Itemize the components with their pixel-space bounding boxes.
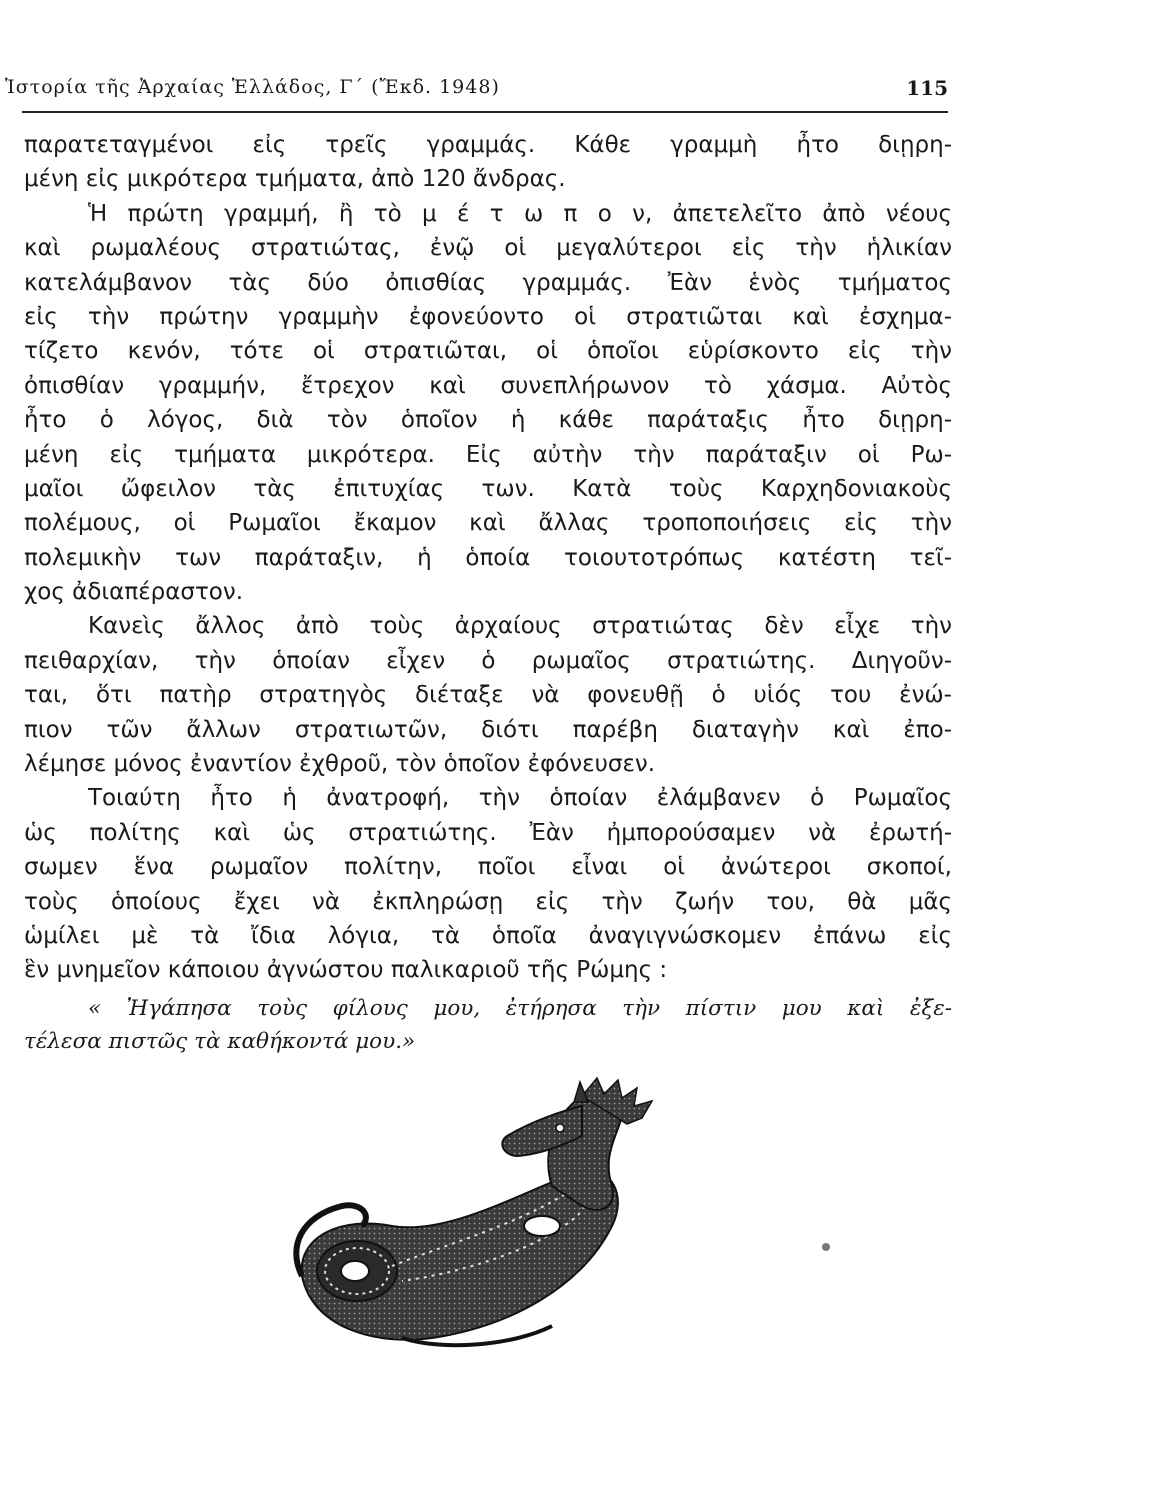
page-header <box>0 74 948 110</box>
body-line: καὶ ρωμαλέους στρατιώτας, ἐνῷ οἱ μεγαλύτεροι εἰς τὴν ἡλικίαν <box>24 235 952 262</box>
body-line: λέμησε μόνος ἐναντίον ἐχθροῦ, τὸν ὁποῖον ἐφόνευσεν. <box>24 751 656 778</box>
body-line: Ἡ πρώτη γραμμή, ἢ τὸ μ έ τ ω π ο ν, ἀπετελεῖτο ἀπὸ νέους <box>88 200 952 227</box>
epitaph-quote <box>24 992 952 1058</box>
body-line: ἦτο ὁ λόγος, διὰ τὸν ὁποῖον ἡ κάθε παράταξις ἦτο διῃρη- <box>24 407 952 434</box>
body-line: χος ἀδιαπέραστον. <box>24 579 244 606</box>
body-line: μένη εἰς τμήματα μικρότερα. Εἰς αὐτὴν τὴν παράταξιν οἱ Ρω- <box>24 441 952 468</box>
body-line: ὡμίλει μὲ τὰ ἴδια λόγια, τὰ ὁποῖα ἀναγιγνώσκομεν ἐπάνω εἰς <box>24 922 952 949</box>
body-line: ται, ὅτι πατὴρ στρατηγὸς διέταξε νὰ φονευθῇ ὁ υἱός του ἐνώ- <box>24 682 952 709</box>
body-line: εἰς τὴν πρώτην γραμμὴν ἐφονεύοντο οἱ στρατιῶται καὶ ἐσχημα- <box>24 303 952 330</box>
body-line: μαῖοι ὤφειλον τὰς ἐπιτυχίας των. Κατὰ τοὺς Καρχηδονιακοὺς <box>24 475 952 502</box>
handle-hole <box>524 1216 560 1236</box>
body-line: τίζετο κενόν, τότε οἱ στρατιῶται, οἱ ὁποῖοι εὑρίσκοντο εἰς τὴν <box>24 338 952 365</box>
body-line: πολεμικὴν των παράταξιν, ἡ ὁποία τοιουτοτρόπως κατέστη τεῖ- <box>24 544 952 571</box>
horse-head-oil-lamp-icon <box>282 1076 722 1368</box>
body-line: πειθαρχίαν, τὴν ὁποίαν εἶχεν ὁ ρωμαῖος στρατιώτης. Διηγοῦν- <box>24 647 952 674</box>
running-title: Ἱστορία τῆς Ἀρχαίας Ἑλλάδος, Γ΄ (Ἔκδ. 1948) <box>5 76 500 98</box>
header-rule <box>22 111 948 113</box>
wick-hole <box>341 1261 369 1281</box>
horse-eye <box>556 1124 564 1132</box>
body-line: σωμεν ἕνα ρωμαῖον πολίτην, ποῖοι εἶναι οἱ ἀνώτεροι σκοποί, <box>24 854 952 881</box>
body-line: Κανεὶς ἄλλος ἀπὸ τοὺς ἀρχαίους στρατιώτας δὲν εἶχε τὴν <box>88 613 952 640</box>
body-line: ἓν μνημεῖον κάποιου ἀγνώστου παλικαριοῦ τῆς Ρώμης : <box>24 957 668 984</box>
body-line: τοὺς ὁποίους ἔχει νὰ ἐκπληρώσῃ εἰς τὴν ζωήν του, θὰ μᾶς <box>24 888 952 915</box>
body-line: μένη εἰς μικρότερα τμήματα, ἀπὸ 120 ἄνδρας. <box>24 166 566 193</box>
body-line: κατελάμβανον τὰς δύο ὀπισθίας γραμμάς. Ἐὰν ἑνὸς τμήματος <box>24 269 952 296</box>
body-line: πολέμους, οἱ Ρωμαῖοι ἔκαμον καὶ ἄλλας τροποποιήσεις εἰς τὴν <box>24 510 952 537</box>
quote-line: τέλεσα πιστῶς τὰ καθήκοντά μου.» <box>24 1028 416 1054</box>
ink-speck <box>822 1243 830 1251</box>
body-line: ὡς πολίτης καὶ ὡς στρατιώτης. Ἐὰν ἠμπορούσαμεν νὰ ἐρωτή- <box>24 819 952 846</box>
page-number: 115 <box>906 76 948 100</box>
body-line: πιον τῶν ἄλλων στρατιωτῶν, διότι παρέβη διαταγὴν καὶ ἐπο- <box>24 716 952 743</box>
body-line: Τοιαύτη ἦτο ἡ ἀνατροφή, τὴν ὁποίαν ἐλάμβανεν ὁ Ρωμαῖος <box>88 785 952 812</box>
body-text <box>24 128 952 1058</box>
body-line: ὀπισθίαν γραμμήν, ἔτρεχον καὶ συνεπλήρωνον τὸ χάσμα. Αὐτὸς <box>24 372 952 399</box>
body-line: παρατεταγμένοι εἰς τρεῖς γραμμάς. Κάθε γραμμὴ ἦτο διῃρη- <box>24 132 952 158</box>
quote-line: « Ἠγάπησα τοὺς φίλους μου, ἐτήρησα τὴν πίστιν μου καὶ ἐξε- <box>88 995 952 1021</box>
